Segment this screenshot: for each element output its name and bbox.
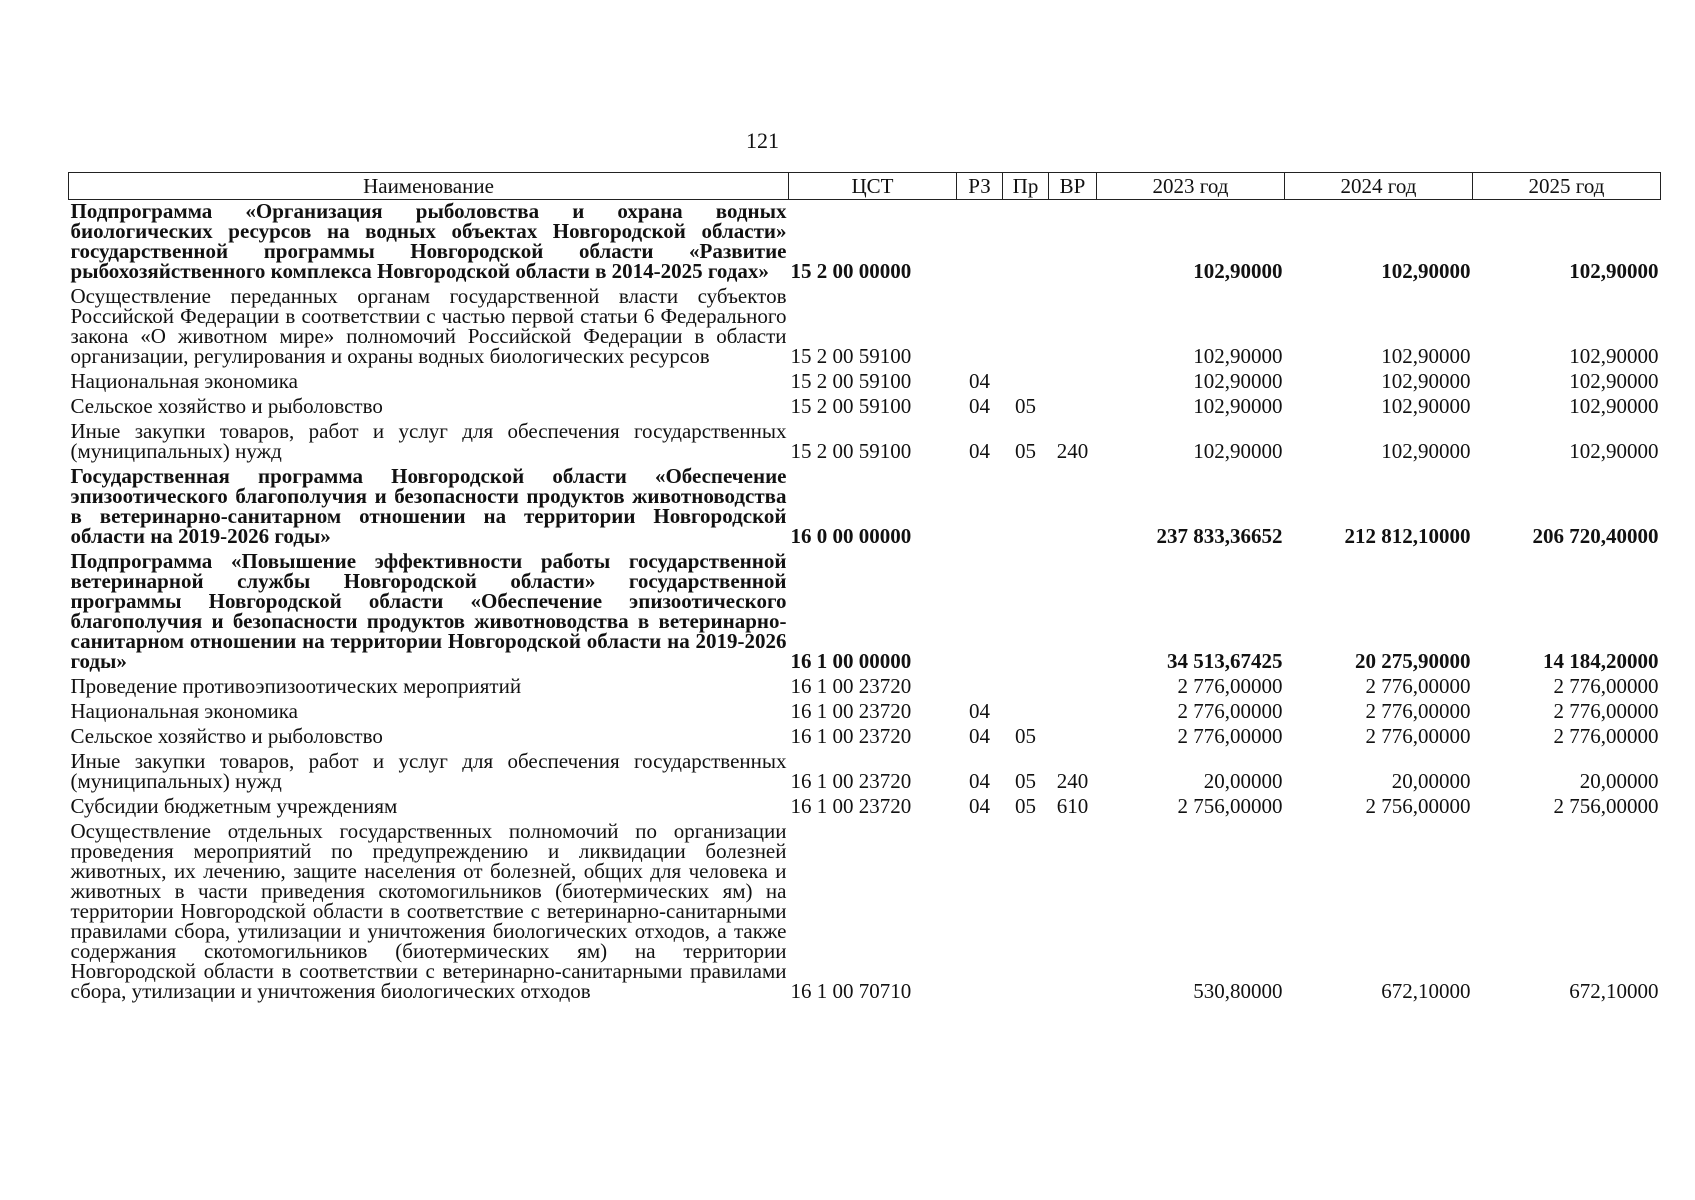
row-name: Проведение противоэпизоотических мероприятий	[70, 674, 522, 698]
row-cst: 16 0 00 00000	[790, 524, 912, 548]
row-name: Сельское хозяйство и рыболовство	[70, 724, 383, 748]
table-row	[69, 820, 1661, 1005]
row-vr	[1049, 370, 1097, 395]
row-rz: 04	[969, 394, 990, 418]
row-name: Подпрограмма «Организация рыболовства и охрана водных биологических ресурсов на водных объектах Новгородской области» государственной программы Новгородской области «Развитие рыбохозяйственного комплекса Новгородской области в 2014-2025 годах»	[70, 199, 787, 283]
row-rz: 04	[969, 369, 990, 393]
row-rz	[957, 200, 1003, 286]
row-2025: 2 776,00000	[1553, 699, 1659, 723]
header-2023: 2023 год	[1097, 173, 1285, 200]
table-row	[69, 795, 1661, 820]
row-2025: 102,90000	[1569, 439, 1659, 463]
row-name: Субсидии бюджетным учреждениям	[70, 794, 398, 818]
table-row	[69, 370, 1661, 395]
header-2024: 2024 год	[1285, 173, 1473, 200]
row-2024: 102,90000	[1381, 344, 1471, 368]
row-cst: 16 1 00 23720	[790, 724, 912, 748]
row-pr	[1003, 820, 1049, 1005]
header-rz: РЗ	[957, 173, 1003, 200]
row-pr: 05	[1015, 439, 1036, 463]
header-2025: 2025 год	[1473, 173, 1661, 200]
row-vr	[1049, 725, 1097, 750]
row-2023: 2 756,00000	[1177, 794, 1283, 818]
row-2025: 2 776,00000	[1553, 724, 1659, 748]
table-row	[69, 395, 1661, 420]
row-rz	[957, 820, 1003, 1005]
row-vr	[1049, 550, 1097, 675]
row-cst: 16 1 00 70710	[790, 979, 912, 1003]
table-row	[69, 465, 1661, 550]
row-name: Осуществление переданных органам государственной власти субъектов Российской Федерации в соответствии с частью первой статьи 6 Федерального закона «О животном мире» полномочий Российской Федерации в области организации, регулирования и охраны водных биологических ресурсов	[70, 284, 787, 368]
row-2023: 2 776,00000	[1177, 699, 1283, 723]
row-vr	[1049, 820, 1097, 1005]
row-2025: 206 720,40000	[1532, 524, 1659, 548]
row-name: Государственная программа Новгородской области «Обеспечение эпизоотического благополучия и безопасности продуктов животноводства в ветеринарно-санитарном отношении на территории Новгородской области на 2019-2026 годы»	[70, 464, 787, 548]
row-2025: 672,10000	[1569, 979, 1659, 1003]
row-2024: 102,90000	[1381, 369, 1471, 393]
row-cst: 16 1 00 23720	[790, 674, 912, 698]
header-name: Наименование	[69, 173, 789, 200]
row-2023: 20,00000	[1203, 769, 1283, 793]
row-2025: 20,00000	[1579, 769, 1659, 793]
row-cst: 16 1 00 23720	[790, 794, 912, 818]
row-pr: 05	[1015, 769, 1036, 793]
row-vr	[1049, 700, 1097, 725]
row-2023: 2 776,00000	[1177, 724, 1283, 748]
row-pr	[1003, 285, 1049, 370]
row-pr	[1003, 465, 1049, 550]
table-row	[69, 285, 1661, 370]
table-row	[69, 675, 1661, 700]
row-vr: 610	[1056, 794, 1089, 818]
row-2024: 20 275,90000	[1355, 649, 1471, 673]
row-cst: 16 1 00 00000	[790, 649, 912, 673]
row-2023: 102,90000	[1193, 259, 1283, 283]
table-row	[69, 750, 1661, 795]
row-2024: 102,90000	[1381, 394, 1471, 418]
row-pr: 05	[1015, 394, 1036, 418]
row-2024: 102,90000	[1381, 439, 1471, 463]
row-2024: 102,90000	[1381, 259, 1471, 283]
table-row	[69, 420, 1661, 465]
row-name: Иные закупки товаров, работ и услуг для обеспечения государственных (муниципальных) нужд	[70, 419, 787, 463]
row-2024: 2 756,00000	[1365, 794, 1471, 818]
row-cst: 15 2 00 59100	[790, 394, 912, 418]
row-vr	[1049, 200, 1097, 286]
row-pr: 05	[1015, 724, 1036, 748]
row-cst: 15 2 00 59100	[790, 439, 912, 463]
row-2024: 2 776,00000	[1365, 699, 1471, 723]
row-cst: 15 2 00 59100	[790, 369, 912, 393]
row-rz	[957, 465, 1003, 550]
row-rz: 04	[969, 439, 990, 463]
row-2024: 2 776,00000	[1365, 674, 1471, 698]
row-2025: 2 776,00000	[1553, 674, 1659, 698]
row-name: Иные закупки товаров, работ и услуг для обеспечения государственных (муниципальных) нужд	[70, 749, 787, 793]
row-rz: 04	[969, 794, 990, 818]
row-2024: 212 812,10000	[1344, 524, 1471, 548]
row-pr	[1003, 700, 1049, 725]
row-2023: 102,90000	[1193, 394, 1283, 418]
row-pr	[1003, 675, 1049, 700]
table-row	[69, 700, 1661, 725]
row-cst: 15 2 00 00000	[790, 259, 912, 283]
row-2024: 20,00000	[1391, 769, 1471, 793]
row-vr	[1049, 285, 1097, 370]
row-cst: 16 1 00 23720	[790, 769, 912, 793]
row-rz: 04	[969, 699, 990, 723]
row-rz	[957, 285, 1003, 370]
row-2024: 2 776,00000	[1365, 724, 1471, 748]
row-pr: 05	[1015, 794, 1036, 818]
row-2023: 102,90000	[1193, 369, 1283, 393]
table-body	[69, 200, 1661, 1006]
row-name: Национальная экономика	[70, 699, 298, 723]
budget-table	[68, 172, 1661, 1005]
row-rz: 04	[969, 769, 990, 793]
row-vr	[1049, 395, 1097, 420]
header-pr: Пр	[1003, 173, 1049, 200]
row-name: Сельское хозяйство и рыболовство	[70, 394, 383, 418]
row-vr: 240	[1056, 769, 1089, 793]
page-number: 121	[746, 128, 779, 153]
row-2023: 102,90000	[1193, 344, 1283, 368]
row-vr: 240	[1056, 439, 1089, 463]
row-rz	[957, 675, 1003, 700]
row-2023: 102,90000	[1193, 439, 1283, 463]
header-vr: ВР	[1049, 173, 1097, 200]
row-name: Подпрограмма «Повышение эффективности работы государственной ветеринарной службы Новгородской области» государственной программы Новгородской области «Обеспечение эпизоотического благополучия и безопасности продуктов животноводства в ветеринарно-санитарном отношении на территории Новгородской области на 2019-2026 годы»	[70, 549, 787, 673]
row-cst: 15 2 00 59100	[790, 344, 912, 368]
row-2023: 530,80000	[1193, 979, 1283, 1003]
row-2025: 14 184,20000	[1543, 649, 1659, 673]
row-pr	[1003, 550, 1049, 675]
row-2025: 102,90000	[1569, 369, 1659, 393]
row-2024: 672,10000	[1381, 979, 1471, 1003]
row-2023: 2 776,00000	[1177, 674, 1283, 698]
row-2025: 102,90000	[1569, 394, 1659, 418]
row-cst: 16 1 00 23720	[790, 699, 912, 723]
row-name: Осуществление отдельных государственных полномочий по организации проведения мероприятий по предупреждению и ликвидации болезней животных, их лечению, защите населения от болезней, общих для человека и животных в части приведения скотомогильников (биотермических ям) на территории Новгородской области в соответствие с ветеринарно-санитарными правилами сбора, утилизации и уничтожения биологических отходов, а также содержания скотомогильников (биотермических ям) на территории Новгородской области в соответствии с ветеринарно-санитарными правилами сбора, утилизации и уничтожения биологических отходов	[70, 819, 787, 1003]
table-row	[69, 725, 1661, 750]
row-rz	[957, 550, 1003, 675]
header-cst: ЦСТ	[789, 173, 957, 200]
row-vr	[1049, 465, 1097, 550]
row-2025: 102,90000	[1569, 259, 1659, 283]
row-2023: 34 513,67425	[1167, 649, 1283, 673]
row-2023: 237 833,36652	[1156, 524, 1283, 548]
table-header-row	[69, 173, 1661, 200]
table-row	[69, 550, 1661, 675]
table-row	[69, 200, 1661, 286]
row-vr	[1049, 675, 1097, 700]
row-2025: 102,90000	[1569, 344, 1659, 368]
row-pr	[1003, 370, 1049, 395]
row-name: Национальная экономика	[70, 369, 298, 393]
row-2025: 2 756,00000	[1553, 794, 1659, 818]
row-pr	[1003, 200, 1049, 286]
row-rz: 04	[969, 724, 990, 748]
